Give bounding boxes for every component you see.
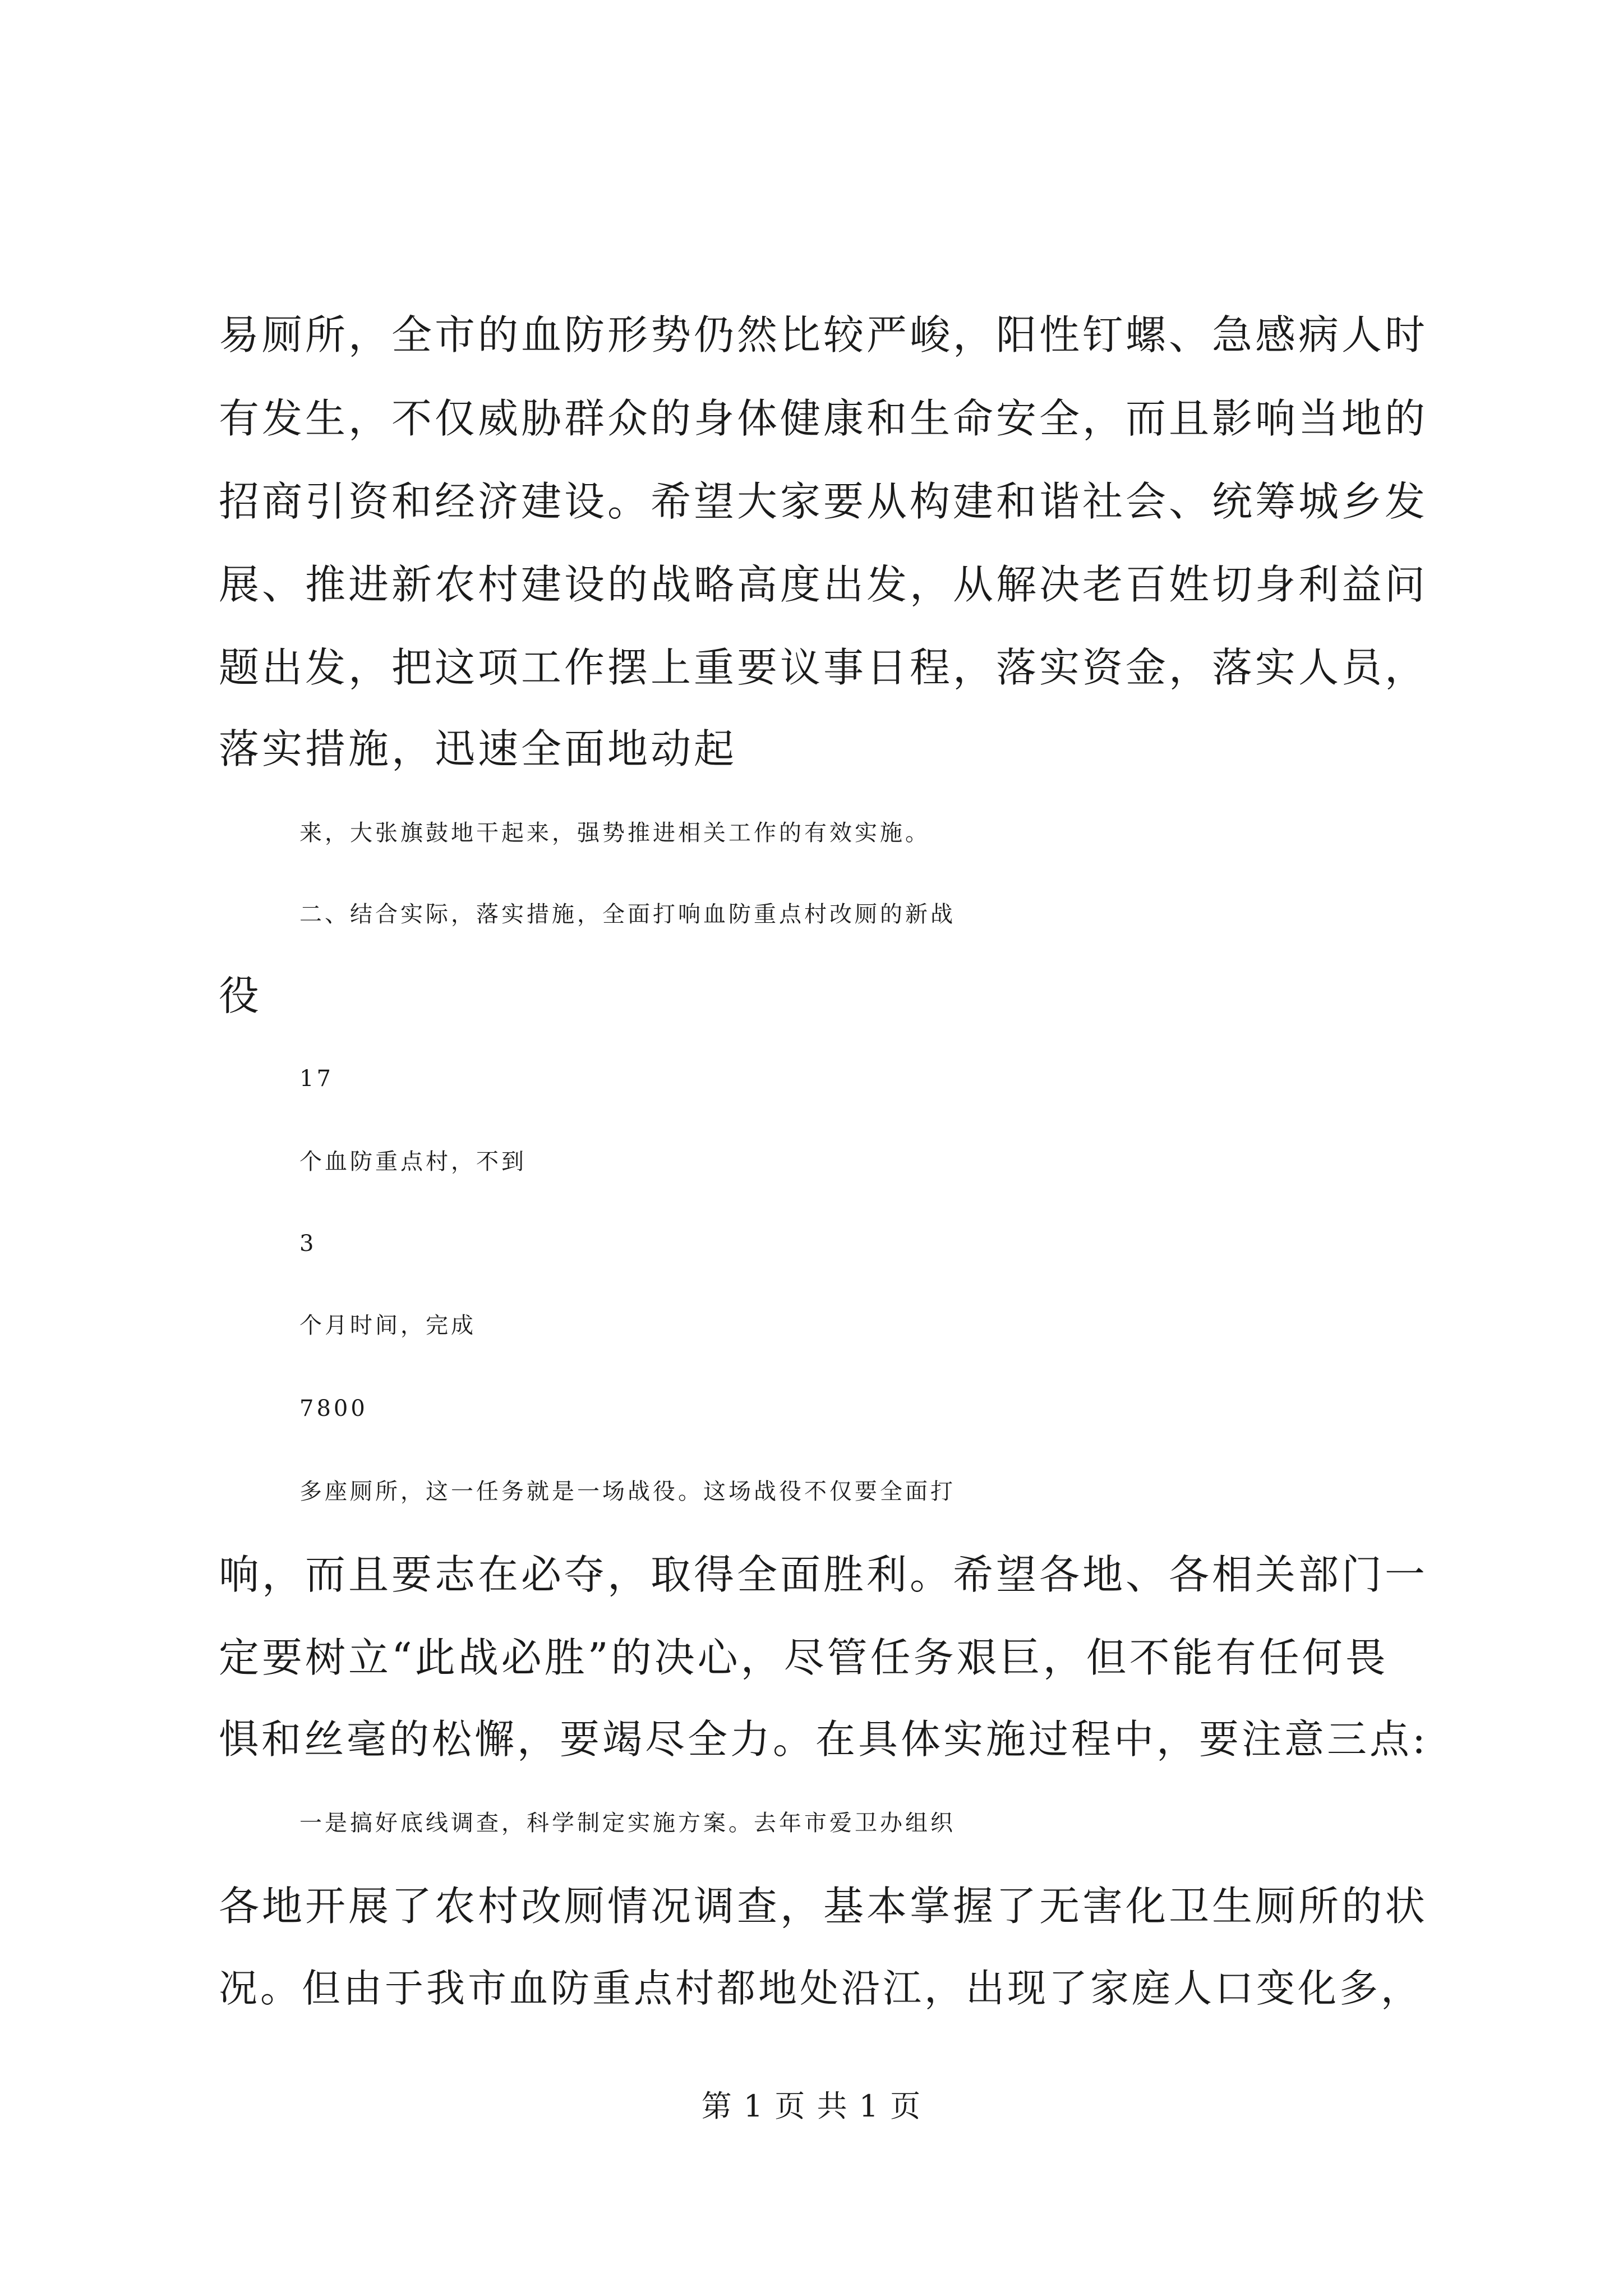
text-line: 惧和丝毫的松懈，要竭尽全力。在具体实施过程中，要注意三点:	[219, 1716, 1428, 1763]
text-line: 17	[299, 1066, 334, 1092]
text-line: 展、推进新农村建设的战略高度出发，从解决老百姓切身利益问	[219, 561, 1428, 608]
text-line: 招商引资和经济建设。希望大家要从构建和谐社会、统筹城乡发	[219, 478, 1428, 525]
section-heading: 二、结合实际，落实措施，全面打响血防重点村改厕的新战	[299, 901, 956, 927]
text-line: 7800	[299, 1396, 368, 1421]
text-line: 来，大张旗鼓地干起来，强势推进相关工作的有效实施。	[299, 820, 930, 846]
text-line: 各地开展了农村改厕情况调查，基本掌握了无害化卫生厕所的状	[219, 1883, 1428, 1930]
text-line: 役	[219, 972, 262, 1019]
text-line: 3	[299, 1231, 317, 1257]
text-line: 易厕所，全市的血防形势仍然比较严峻，阳性钉螺、急感病人时	[219, 311, 1428, 358]
text-line: 况。但由于我市血防重点村都地处沿江，出现了家庭人口变化多，	[219, 1966, 1422, 2011]
text-line: 一是搞好底线调查，科学制定实施方案。去年市爱卫办组织	[299, 1810, 956, 1836]
text-line: 响，而且要志在必夺，取得全面胜利。希望各地、各相关部门一	[219, 1551, 1428, 1598]
page-footer: 第 1 页 共 1 页	[701, 2088, 922, 2124]
text-line: 个月时间，完成	[299, 1313, 476, 1338]
text-line: 多座厕所，这一任务就是一场战役。这场战役不仅要全面打	[299, 1479, 956, 1504]
text-line: 定要树立“此战必胜”的决心，尽管任务艰巨，但不能有任何畏	[219, 1634, 1389, 1681]
text-line: 题出发，把这项工作摆上重要议事日程，落实资金，落实人员，	[219, 644, 1428, 691]
text-line: 个血防重点村，不到	[299, 1149, 527, 1175]
text-line: 落实措施，迅速全面地动起	[219, 725, 737, 772]
text-line: 有发生，不仅威胁群众的身体健康和生命安全，而且影响当地的	[219, 395, 1428, 442]
